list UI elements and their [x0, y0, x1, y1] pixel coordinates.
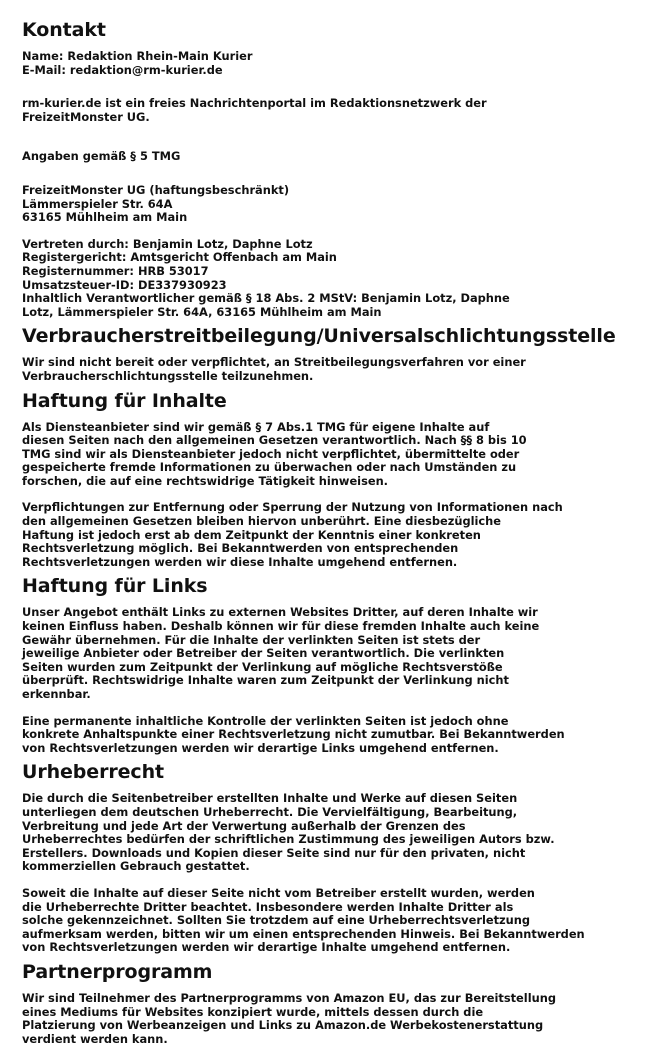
text-line: verdient werden kann.: [22, 1031, 168, 1046]
paragraph: [22, 715, 646, 756]
text-line: rm-kurier.de ist ein freies Nachrichtenportal im Redaktionsnetzwerk der: [22, 96, 487, 111]
text-line: Die durch die Seitenbetreiber erstellten Inhalte und Werke auf diesen Seiten: [22, 791, 518, 806]
text-line: Gewähr übernehmen. Für die Inhalte der verlinkten Seiten ist stets der: [22, 632, 481, 647]
text-line: solche gekennzeichnet. Sollten Sie trotzdem auf eine Urheberrechtsverletzung: [22, 913, 531, 928]
text-line: Verpflichtungen zur Entfernung oder Sperrung der Nutzung von Informationen nach: [22, 500, 563, 515]
text-line: kommerziellen Gebrauch gestattet.: [22, 859, 250, 874]
text-line: aufmerksam werden, bitten wir um einen entsprechenden Hinweis. Bei Bekanntwerden: [22, 926, 585, 941]
text-line: konkrete Anhaltspunkte einer Rechtsverletzung nicht zumutbar. Bei Bekanntwerden: [22, 727, 565, 742]
contact-block: [22, 50, 646, 77]
text-line: Platzierung von Werbeanzeigen und Links zu Amazon.de Werbekostenerstattung: [22, 1018, 544, 1033]
heading-kontakt: Kontakt: [22, 19, 106, 41]
paragraph: [22, 606, 646, 701]
contact-name: Name: Redaktion Rhein-Main Kurier: [22, 49, 253, 63]
text-line: Unser Angebot enthält Links zu externen Websites Dritter, auf deren Inhalte wir: [22, 605, 538, 620]
paragraph: [22, 887, 646, 955]
section-kontakt: [22, 18, 646, 319]
text-line: Registergericht: Amtsgericht Offenbach am Main: [22, 250, 337, 265]
text-line: Eine permanente inhaltliche Kontrolle der verlinkten Seiten ist jedoch ohne: [22, 713, 509, 728]
text-line: Verbreitung und jede Art der Verwertung außerhalb der Grenzen des: [22, 818, 466, 833]
text-line: Wir sind nicht bereit oder verpflichtet, an Streitbeilegungsverfahren vor einer: [22, 355, 526, 370]
paragraph: [22, 501, 646, 569]
text-line: von Rechtsverletzungen werden wir derartige Links umgehend entfernen.: [22, 740, 499, 755]
heading-partnerprogramm: Partnerprogramm: [22, 960, 213, 983]
text-line: Seiten wurden zum Zeitpunkt der Verlinkung auf mögliche Rechtsverstöße: [22, 659, 503, 674]
section-partnerprogramm: [22, 960, 646, 1046]
text-line: Vertreten durch: Benjamin Lotz, Daphne Lotz: [22, 236, 313, 251]
text-line: Erstellers. Downloads und Kopien dieser Seite sind nur für den privaten, nicht: [22, 845, 526, 860]
tmg-heading: Angaben gemäß § 5 TMG: [22, 149, 181, 164]
section-haftung-inhalte: [22, 389, 646, 570]
text-line: forschen, die auf eine rechtswidrige Tätigkeit hinweisen.: [22, 473, 389, 488]
text-line: Haftung ist jedoch erst ab dem Zeitpunkt der Kenntnis einer konkreten: [22, 527, 481, 542]
text-line: Umsatzsteuer-ID: DE337930923: [22, 277, 227, 292]
text-line: TMG sind wir als Diensteanbieter jedoch nicht verpflichtet, übermittelte oder: [22, 446, 520, 461]
text-line: Registernummer: HRB 53017: [22, 263, 209, 278]
text-line: erkennbar.: [22, 687, 91, 701]
text-line: gespeicherte fremde Informationen zu überwachen oder nach Umständen zu: [22, 460, 517, 475]
text-line: Wir sind Teilnehmer des Partnerprogramms von Amazon EU, das zur Bereitstellung: [22, 990, 556, 1005]
section-urheberrecht: [22, 760, 646, 955]
text-line: den allgemeinen Gesetzen bleiben hiervon unberührt. Eine diesbezügliche: [22, 514, 502, 529]
text-line: keinen Einfluss haben. Deshalb können wir für diese fremden Inhalte auch keine: [22, 619, 540, 634]
text-line: Rechtsverletzungen werden wir diese Inhalte umgehend entfernen.: [22, 554, 458, 569]
text-line: Inhaltlich Verantwortlicher gemäß § 18 Abs. 2 MStV: Benjamin Lotz, Daphne: [22, 291, 510, 306]
contact-email: E-Mail: redaktion@rm-kurier.de: [22, 62, 223, 77]
portal-description: [22, 97, 646, 124]
heading-urheberrecht: Urheberrecht: [22, 761, 164, 784]
heading-streitbeilegung: Verbraucherstreitbeilegung/Universalschlichtungsstelle: [22, 325, 616, 348]
text-line: die Urheberrechte Dritter beachtet. Insbesondere werden Inhalte Dritter als: [22, 899, 514, 914]
streit-text: [22, 356, 646, 383]
text-line: jeweilige Anbieter oder Betreiber der Seiten verantwortlich. Die verlinkten: [22, 646, 505, 661]
text-line: FreizeitMonster UG.: [22, 109, 150, 124]
text-line: FreizeitMonster UG (haftungsbeschränkt): [22, 182, 290, 197]
company-address: [22, 184, 646, 225]
text-line: eines Mediums für Websites konzipiert wurde, mittels dessen durch die: [22, 1004, 484, 1019]
text-line: Urheberrechtes bedürfen der schriftlichen Zustimmung des jeweiligen Autors bzw.: [22, 832, 555, 847]
text-line: unterliegen dem deutschen Urheberrecht. Die Vervielfältigung, Bearbeitung,: [22, 804, 518, 819]
text-line: überprüft. Rechtswidrige Inhalte waren zum Zeitpunkt der Verlinkung nicht: [22, 673, 509, 688]
text-line: von Rechtsverletzungen werden wir derartige Inhalte umgehend entfernen.: [22, 940, 511, 955]
paragraph: [22, 792, 646, 874]
text-line: Verbraucherschlichtungsstelle teilzunehmen.: [22, 368, 314, 383]
section-streitbeilegung: [22, 324, 646, 383]
company-details: [22, 238, 646, 320]
text-line: Lämmerspieler Str. 64A: [22, 196, 173, 211]
heading-haftung-links: Haftung für Links: [22, 575, 208, 598]
text-line: Als Diensteanbieter sind wir gemäß § 7 Abs.1 TMG für eigene Inhalte auf: [22, 419, 490, 434]
text-line: diesen Seiten nach den allgemeinen Gesetzen verantwortlich. Nach §§ 8 bis 10: [22, 433, 527, 448]
text-line: Rechtsverletzung möglich. Bei Bekanntwerden von entsprechenden: [22, 541, 459, 556]
paragraph: [22, 421, 646, 489]
paragraph: [22, 992, 646, 1046]
heading-haftung-inhalte: Haftung für Inhalte: [22, 389, 227, 412]
text-line: Soweit die Inhalte auf dieser Seite nicht vom Betreiber erstellt wurden, werden: [22, 885, 535, 900]
text-line: 63165 Mühlheim am Main: [22, 210, 188, 225]
section-haftung-links: [22, 574, 646, 755]
text-line: Lotz, Lämmerspieler Str. 64A, 63165 Mühlheim am Main: [22, 304, 382, 319]
